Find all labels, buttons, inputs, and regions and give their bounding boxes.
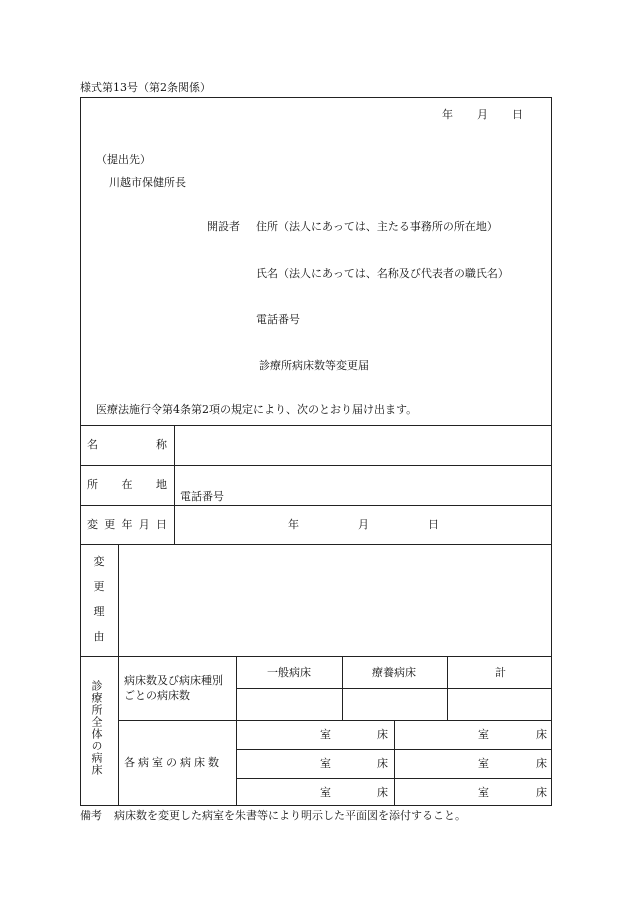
bed-unit: 床 xyxy=(377,757,388,770)
date-day-label: 日 xyxy=(512,108,523,121)
change-date-year: 年 xyxy=(288,518,299,531)
label-char: 由 xyxy=(93,630,105,643)
location-phone-label: 電話番号 xyxy=(180,490,224,503)
rule-general-care-divider xyxy=(342,656,343,720)
recipient: 川越市保健所長 xyxy=(109,176,186,189)
room-unit: 室 xyxy=(478,786,489,799)
label-char: 月 xyxy=(138,518,150,531)
document-title: 診療所病床数等変更届 xyxy=(259,359,369,372)
bed-type-label-line1: 病床数及び病床種別 xyxy=(124,674,223,687)
founder-phone-label: 電話番号 xyxy=(256,313,300,326)
rule-bed-label-divider xyxy=(236,656,237,805)
bed-unit: 床 xyxy=(377,728,388,741)
bed-unit: 床 xyxy=(536,757,547,770)
change-date-day: 日 xyxy=(428,518,439,531)
label-char: 変 xyxy=(93,555,105,568)
remarks-text: 病床数を変更した病室を朱書等により明示した平面図を添付すること。 xyxy=(114,809,466,822)
room-bed-count-label: 各病室の病床数 xyxy=(124,756,222,769)
form-frame xyxy=(80,97,552,806)
statement: 医療法施行令第4条第2項の規定により、次のとおり届け出ます。 xyxy=(96,403,418,416)
col-general-beds: 一般病床 xyxy=(267,666,311,679)
reason-row-label xyxy=(91,556,107,642)
rule-care-total-divider xyxy=(447,656,448,720)
label-char: 称 xyxy=(156,438,167,451)
room-unit: 室 xyxy=(478,757,489,770)
label-char: 在 xyxy=(121,478,133,491)
bed-unit: 床 xyxy=(536,728,547,741)
bed-unit: 床 xyxy=(536,786,547,799)
room-unit: 室 xyxy=(320,757,331,770)
label-char: 年 xyxy=(121,518,133,531)
submission-label: （提出先） xyxy=(96,153,151,166)
remarks xyxy=(80,810,466,821)
room-unit: 室 xyxy=(478,728,489,741)
rule-reason-bottom xyxy=(81,656,551,657)
change-date-row-label xyxy=(87,519,167,530)
form-number: 様式第13号（第2条関係） xyxy=(80,81,211,94)
label-char: 名 xyxy=(87,438,98,451)
label-char: 更 xyxy=(93,580,105,593)
rule-side-divider xyxy=(118,544,119,805)
bed-type-label-line2: ごとの病床数 xyxy=(124,689,190,702)
room-unit: 室 xyxy=(320,786,331,799)
rule-bed-types-bottom xyxy=(118,720,551,721)
bed-unit: 床 xyxy=(377,786,388,799)
founder-address-label: 住所（法人にあっては、主たる事務所の所在地） xyxy=(256,220,498,233)
remarks-label: 備考 xyxy=(80,809,102,822)
name-row-label xyxy=(87,439,167,450)
col-care-beds: 療養病床 xyxy=(372,666,416,679)
col-total: 計 xyxy=(495,666,506,679)
label-char: 変 xyxy=(87,518,98,531)
room-unit: 室 xyxy=(320,728,331,741)
rule-bed-header xyxy=(236,688,551,689)
label-char: 更 xyxy=(104,518,116,531)
name-value-cell[interactable] xyxy=(176,426,550,465)
label-char: 地 xyxy=(156,478,167,491)
date-year-label: 年 xyxy=(442,108,453,121)
rule-name-bottom xyxy=(81,465,551,466)
reason-value-cell[interactable] xyxy=(120,545,550,655)
founder-label: 開設者 xyxy=(207,220,240,233)
location-row-label xyxy=(87,479,167,490)
rule-label-divider xyxy=(174,425,175,544)
bed-side-label: 診療所全体の病床 xyxy=(90,680,103,776)
rule-room-divider xyxy=(394,720,395,805)
change-date-month: 月 xyxy=(358,518,369,531)
label-char: 理 xyxy=(93,605,105,618)
founder-name-label: 氏名（法人にあっては、名称及び代表者の職氏名） xyxy=(256,267,509,280)
label-char: 所 xyxy=(87,478,98,491)
rule-location-bottom xyxy=(81,505,551,506)
date-month-label: 月 xyxy=(477,108,488,121)
label-char: 日 xyxy=(156,518,167,531)
